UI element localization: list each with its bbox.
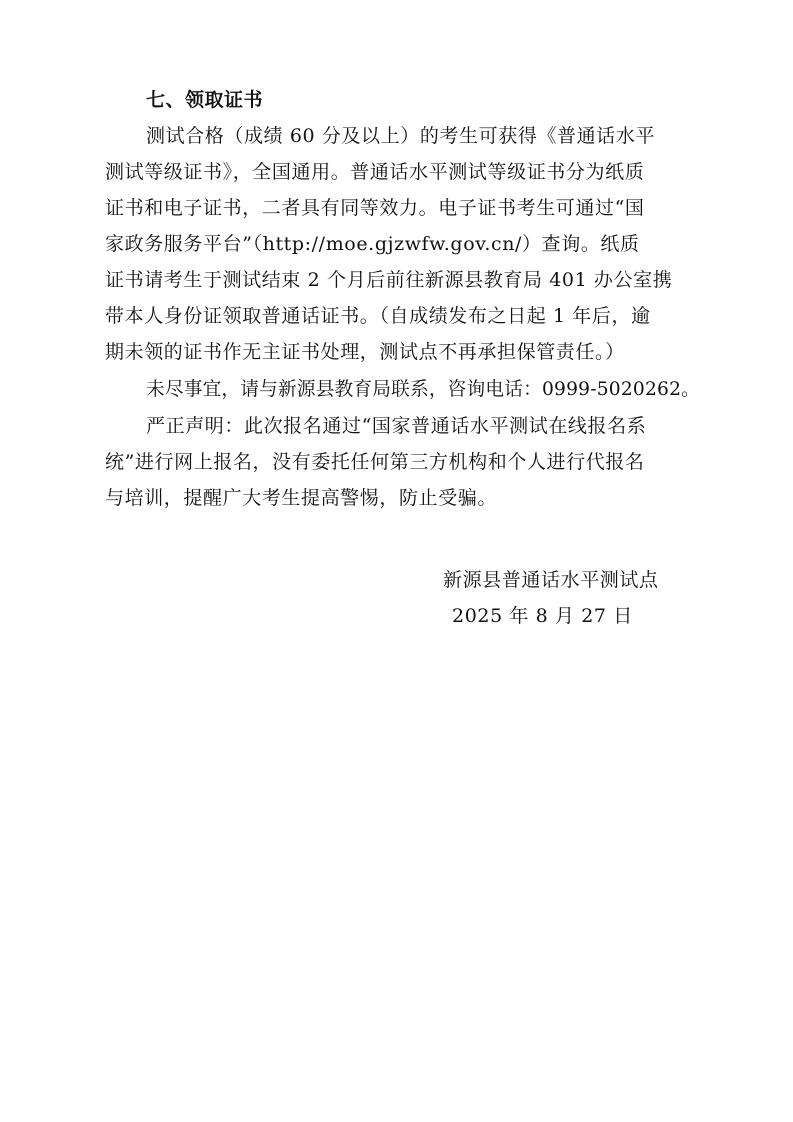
body-line: 证书请考生于测试结束 2 个月后前往新源县教育局 401 办公室携	[105, 269, 673, 291]
body-line: 期未领的证书作无主证书处理，测试点不再承担保管责任。）	[105, 341, 625, 363]
signature-date: 2025 年 8 月 27 日	[452, 605, 633, 627]
body-line: 带本人身份证领取普通话证书。（自成绩发布之日起 1 年后，逾	[105, 305, 651, 327]
contact-line: 未尽事宜，请与新源县教育局联系，咨询电话：0999-5020262。	[146, 378, 701, 400]
section-heading: 七、领取证书	[146, 89, 264, 111]
body-line: 证书和电子证书，二者具有同等效力。电子证书考生可通过“国	[105, 197, 645, 219]
statement-line: 与培训，提醒广大考生提高警惕，防止受骗。	[105, 487, 498, 509]
body-line: 测试等级证书》，全国通用。普通话水平测试等级证书分为纸质	[105, 161, 645, 183]
body-line: 测试合格（成绩 60 分及以上）的考生可获得《普通话水平	[146, 125, 656, 147]
statement-line: 统”进行网上报名，没有委托任何第三方机构和个人进行代报名	[105, 451, 645, 473]
statement-line: 严正声明：此次报名通过“国家普通话水平测试在线报名系	[146, 415, 647, 437]
body-line: 家政务服务平台”（http://moe.gjzwfw.gov.cn/）查询。纸质	[105, 233, 640, 255]
signature-organization: 新源县普通话水平测试点	[443, 569, 659, 591]
